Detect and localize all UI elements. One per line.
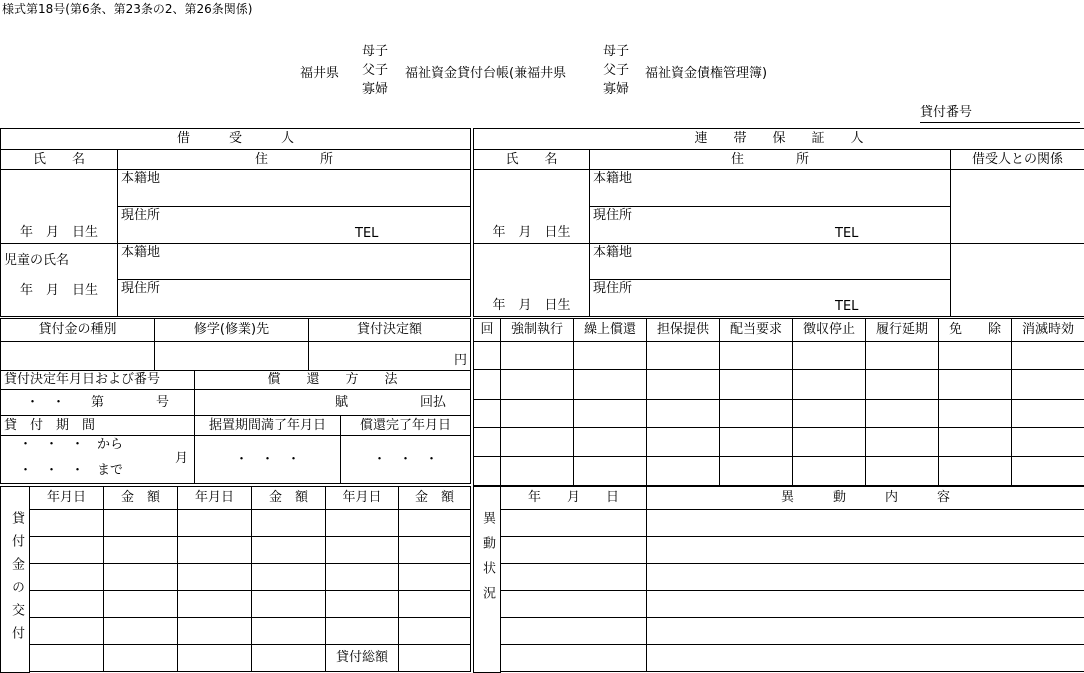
guarantor2-tel-label: TEL — [835, 299, 859, 314]
guarantor2-birth: 年 月 日生 — [492, 298, 571, 313]
guarantor2-genjusho-label: 現住所 — [593, 281, 633, 296]
changes-side — [473, 486, 501, 673]
table-row — [474, 342, 1084, 370]
enforcement-table — [473, 318, 1084, 486]
guarantor1-name-cell[interactable] — [474, 170, 590, 244]
table-row — [474, 400, 1084, 428]
title-kind2-boshi: 母子 — [603, 44, 630, 59]
borrower-name-header: 氏 名 — [1, 150, 118, 170]
guarantor1-honseki-label: 本籍地 — [593, 171, 633, 186]
table-row — [30, 537, 471, 564]
changes-side-label: 異動状況 — [480, 511, 495, 611]
borrower-genjusho-label: 現住所 — [121, 208, 161, 223]
table-row — [474, 457, 1084, 486]
loan-decision-header: 貸付決定年月日および番号 — [1, 371, 195, 390]
table-row — [501, 537, 1084, 564]
enf-header-kuriage: 繰上償還 — [574, 319, 647, 342]
period-to: ・ ・ ・ まで — [19, 463, 124, 478]
table-row — [30, 618, 471, 645]
disb-header-date-3: 年月日 — [326, 487, 399, 510]
guarantor1-genjusho-cell[interactable] — [590, 207, 951, 244]
table-row — [474, 370, 1084, 400]
repay-end-value[interactable]: ・ ・ ・ — [341, 436, 471, 484]
enf-header-kyosei: 強制執行 — [501, 319, 574, 342]
title-kind-boshi: 母子 — [362, 44, 389, 59]
disb-header-date-2: 年月日 — [178, 487, 252, 510]
child-name-cell[interactable] — [1, 244, 118, 317]
title-kind2-fushi: 父子 — [603, 63, 630, 78]
title-prefecture: 福井県 — [300, 66, 340, 81]
guarantor-relation-header: 借受人との関係 — [951, 150, 1084, 170]
child-honseki-cell[interactable] — [118, 244, 471, 280]
disb-header-amount-1: 金 額 — [104, 487, 178, 510]
loan-number-label: 貸付番号 — [920, 105, 973, 120]
loan-amount-header: 貸付決定額 — [309, 319, 471, 342]
loan-school-header: 修学(修業)先 — [155, 319, 309, 342]
disb-header-amount-2: 金 額 — [252, 487, 326, 510]
borrower-name-cell[interactable] — [1, 170, 118, 244]
enf-header-kai: 回 — [474, 319, 501, 342]
guarantor-header: 連 帯 保 証 人 — [474, 129, 1084, 150]
loan-period-header: 貸 付 期 間 — [1, 416, 195, 436]
child-birth: 年 月 日生 — [19, 283, 98, 298]
grace-end-header: 据置期間満了年月日 — [195, 416, 341, 436]
total-label: 貸付総額 — [326, 645, 399, 672]
loan-school-value[interactable] — [155, 342, 309, 371]
enf-header-menjo: 免 除 — [939, 319, 1012, 342]
enf-header-tampo: 担保提供 — [647, 319, 720, 342]
table-row — [474, 428, 1084, 457]
guarantor2-name-cell[interactable] — [474, 244, 590, 317]
guarantor2-relation-cell[interactable] — [951, 244, 1084, 317]
guarantor-address-header: 住 所 — [590, 150, 951, 170]
child-genjusho-cell[interactable] — [118, 280, 471, 317]
borrower-header: 借 受 人 — [1, 129, 471, 150]
borrower-address-header: 住 所 — [118, 150, 471, 170]
disbursement-side-label: 貸付金の交付 — [9, 511, 24, 649]
form-number: 様式第18号(第6条、第23条の2、第26条関係) — [2, 2, 253, 16]
table-row — [30, 591, 471, 618]
loan-period-value[interactable] — [1, 436, 195, 484]
repay-end-header: 償還完了年月日 — [341, 416, 471, 436]
guarantor2-honseki-label: 本籍地 — [593, 245, 633, 260]
disbursement-table — [29, 486, 471, 672]
total-value[interactable] — [399, 645, 471, 672]
guarantor1-tel-label: TEL — [835, 226, 859, 241]
borrower-honseki-cell[interactable] — [118, 170, 471, 207]
guarantor-table — [473, 128, 1084, 317]
guarantor1-honseki-cell[interactable] — [590, 170, 951, 207]
table-row — [501, 510, 1084, 537]
enf-header-haito: 配当要求 — [720, 319, 793, 342]
borrower-honseki-label: 本籍地 — [121, 171, 161, 186]
table-row — [501, 645, 1084, 672]
borrower-tel-label: TEL — [355, 226, 379, 241]
borrower-birth: 年 月 日生 — [19, 225, 98, 240]
guarantor1-relation-cell[interactable] — [951, 170, 1084, 244]
table-row — [501, 564, 1084, 591]
child-genjusho-label: 現住所 — [121, 281, 161, 296]
enf-header-rikou: 履行延期 — [866, 319, 939, 342]
fu-label: 賦 — [335, 395, 349, 410]
title-kinds — [362, 42, 388, 99]
child-name-label: 児童の氏名 — [4, 253, 70, 268]
yen-label: 円 — [454, 353, 468, 368]
title-kind-kafu: 寡婦 — [362, 82, 389, 97]
loan-number-field[interactable] — [920, 101, 1080, 123]
table-row — [501, 618, 1084, 645]
guarantor-name-header: 氏 名 — [474, 150, 590, 170]
changes-date-header: 年 月 日 — [501, 487, 647, 510]
repay-method-header: 償 還 方 法 — [195, 371, 471, 390]
title-kinds-2 — [603, 42, 629, 99]
loan-kind-header: 貸付金の種別 — [1, 319, 155, 342]
loan-decision-value[interactable]: ・ ・ 第 号 — [1, 390, 195, 416]
child-honseki-label: 本籍地 — [121, 245, 161, 260]
guarantor1-genjusho-label: 現住所 — [593, 208, 633, 223]
table-row — [30, 645, 471, 672]
changes-table — [500, 486, 1084, 672]
title-ledger: 福祉資金貸付台帳(兼福井県 — [405, 66, 567, 81]
kaibarai-label: 回払 — [420, 395, 447, 410]
guarantor2-honseki-cell[interactable] — [590, 244, 951, 280]
title-kind-fushi: 父子 — [362, 63, 389, 78]
guarantor1-birth: 年 月 日生 — [492, 225, 571, 240]
loan-amount-value[interactable] — [309, 342, 471, 371]
period-from: ・ ・ ・ から — [19, 437, 124, 452]
changes-content-header: 異 動 内 容 — [647, 487, 1084, 510]
enf-header-shometsu: 消滅時効 — [1012, 319, 1084, 342]
disb-header-date-1: 年月日 — [30, 487, 104, 510]
borrower-genjusho-cell[interactable] — [118, 207, 471, 244]
borrower-table — [0, 128, 471, 317]
loan-kind-value[interactable] — [1, 342, 155, 371]
enf-header-choshu: 徴収停止 — [793, 319, 866, 342]
repay-method-value[interactable] — [195, 390, 471, 416]
period-month: 月 — [175, 451, 189, 466]
guarantor2-genjusho-cell[interactable] — [590, 280, 951, 317]
title-ledger-2: 福祉資金債権管理簿) — [645, 66, 768, 81]
disb-header-amount-3: 金 額 — [399, 487, 471, 510]
title-kind2-kafu: 寡婦 — [603, 82, 630, 97]
table-row — [30, 564, 471, 591]
grace-end-value[interactable]: ・ ・ ・ — [195, 436, 341, 484]
table-row — [30, 510, 471, 537]
disbursement-side — [0, 486, 30, 673]
table-row — [501, 591, 1084, 618]
loan-table — [0, 318, 471, 484]
